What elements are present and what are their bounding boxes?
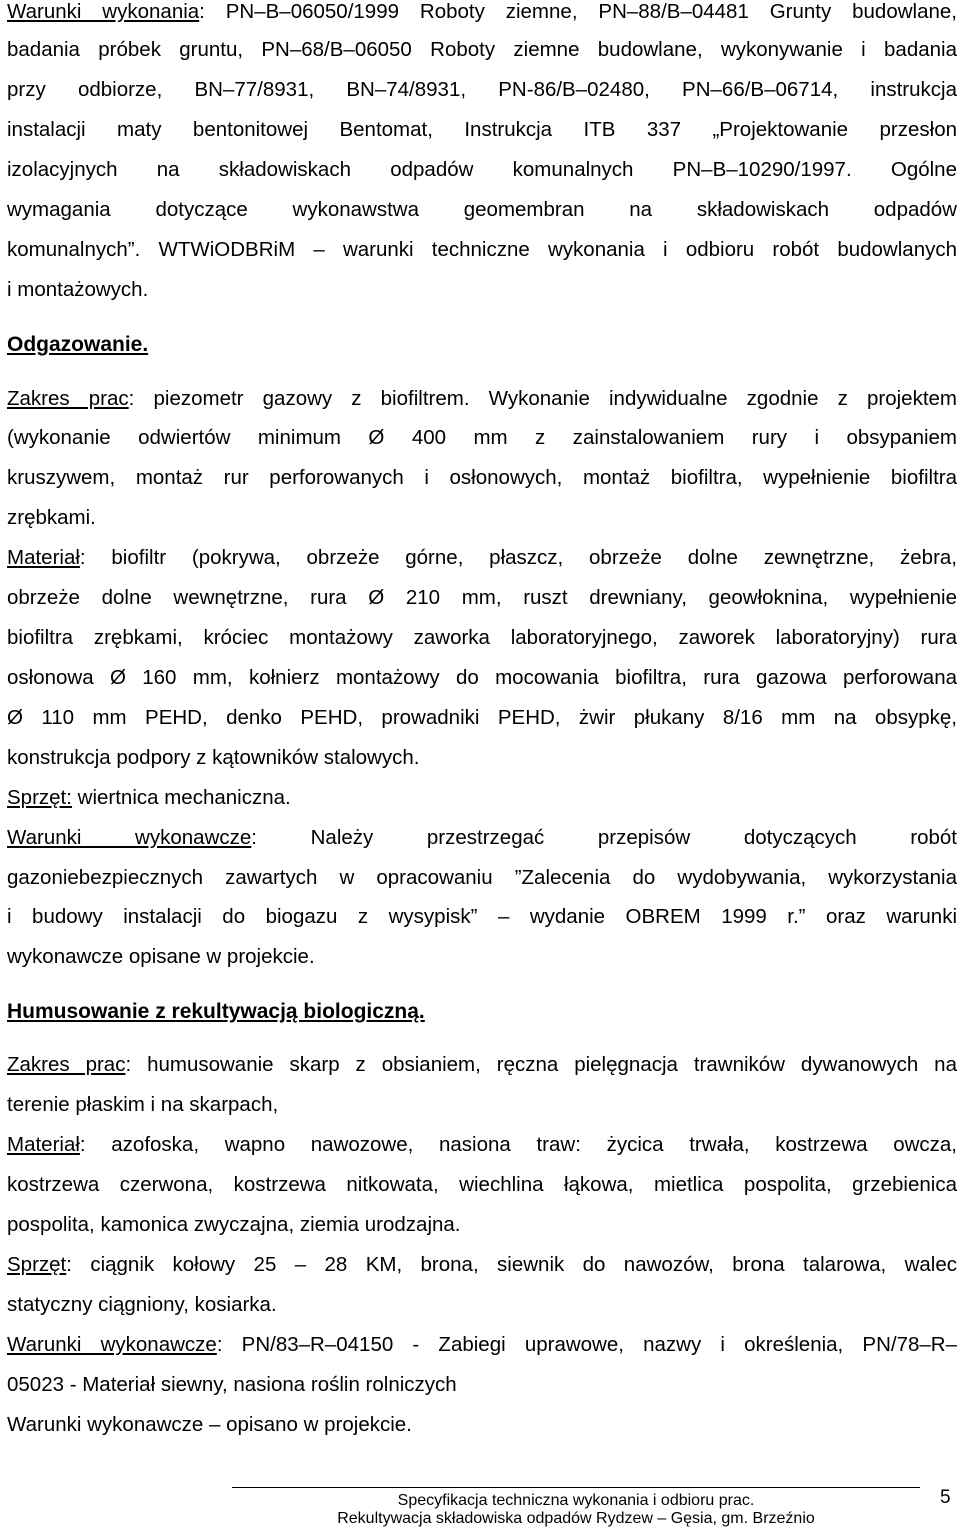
label-material: Materiał (7, 1133, 80, 1156)
label-sprzet: Sprzęt (7, 1253, 67, 1276)
paragraph-line: wykonawcze opisane w projekcie. (7, 945, 315, 968)
paragraph-line: gazoniebezpiecznych zawartych w opracowaniu ”Zalecenia do wydobywania, wykorzystania (7, 866, 957, 889)
footer-subtitle: Rekultywacja składowiska odpadów Rydzew – Gęsia, gm. Brzeźnio (337, 1510, 815, 1527)
paragraph-line: izolacyjnych na składowiskach odpadów komunalnych PN–B–10290/1997. Ogólne (7, 158, 957, 181)
paragraph-line: Ø 110 mm PEHD, denko PEHD, prowadniki PEHD, żwir płukany 8/16 mm na obsypkę, (7, 706, 957, 729)
paragraph-line: Materiał: biofiltr (pokrywa, obrzeże górne, płaszcz, obrzeże dolne zewnętrzne, żebra, (7, 546, 957, 569)
footer-divider (232, 1487, 920, 1488)
paragraph-line: Sprzęt: ciągnik kołowy 25 – 28 KM, brona, siewnik do nawozów, brona talarowa, walec (7, 1253, 957, 1276)
label-zakres-prac: Zakres prac (7, 1053, 126, 1076)
paragraph-line: wymagania dotyczące wykonawstwa geomembran na składowiskach odpadów (7, 198, 957, 221)
section-heading: Odgazowanie. (7, 333, 149, 356)
paragraph-line: Warunki wykonania: PN–B–06050/1999 Roboty ziemne, PN–88/B–04481 Grunty budowlane, (7, 0, 957, 23)
label-warunki-wykonawcze: Warunki wykonawcze (7, 826, 252, 849)
paragraph-line: 05023 - Materiał siewny, nasiona roślin rolniczych (7, 1373, 457, 1396)
paragraph-line: Sprzęt: wiertnica mechaniczna. (7, 786, 291, 809)
paragraph-line: konstrukcja podpory z kątowników stalowych. (7, 746, 420, 769)
paragraph-line: osłonowa Ø 160 mm, kołnierz montażowy do mocowania biofiltra, rura gazowa perforowana (7, 666, 957, 689)
paragraph-line: pospolita, kamonica zwyczajna, ziemia urodzajna. (7, 1213, 461, 1236)
paragraph-line: biofiltra zrębkami, króciec montażowy zaworka laboratoryjnego, zaworek laboratoryjny) rura (7, 626, 957, 649)
label-sprzet: Sprzęt: (7, 786, 72, 809)
section-heading: Humusowanie z rekultywacją biologiczną. (7, 1000, 425, 1023)
paragraph-line: i montażowych. (7, 278, 149, 301)
paragraph-line: kostrzewa czerwona, kostrzewa nitkowata, wiechlina łąkowa, mietlica pospolita, grzebienica (7, 1173, 957, 1196)
label-warunki-wykonania: Warunki wykonania (7, 0, 200, 23)
label-zakres-prac: Zakres prac (7, 387, 129, 410)
paragraph-line: komunalnych”. WTWiODBRiM – warunki techniczne wykonania i odbioru robót budowlanych (7, 238, 957, 261)
paragraph-line: zrębkami. (7, 506, 96, 529)
label-material: Materiał (7, 546, 80, 569)
paragraph-line: Warunki wykonawcze: Należy przestrzegać przepisów dotyczących robót (7, 826, 957, 849)
paragraph-line: Zakres prac: piezometr gazowy z biofiltrem. Wykonanie indywidualne zgodnie z projektem (7, 387, 957, 410)
paragraph-line: badania próbek gruntu, PN–68/B–06050 Roboty ziemne budowlane, wykonywanie i badania (7, 38, 957, 61)
paragraph-line: Warunki wykonawcze – opisano w projekcie. (7, 1413, 412, 1436)
paragraph-line: (wykonanie odwiertów minimum Ø 400 mm z zainstalowaniem rury i obsypaniem (7, 426, 957, 449)
paragraph-line: Zakres prac: humusowanie skarp z obsianiem, ręczna pielęgnacja trawników dywanowych na (7, 1053, 957, 1076)
footer-title: Specyfikacja techniczna wykonania i odbioru prac. (397, 1492, 755, 1509)
paragraph-line: obrzeże dolne wewnętrzne, rura Ø 210 mm, ruszt drewniany, geowłoknina, wypełnienie (7, 586, 957, 609)
paragraph-line: przy odbiorze, BN–77/8931, BN–74/8931, PN-86/B–02480, PN–66/B–06714, instrukcja (7, 78, 957, 101)
paragraph-line: i budowy instalacji do biogazu z wysypisk” – wydanie OBREM 1999 r.” oraz warunki (7, 905, 957, 928)
paragraph-line: statyczny ciągniony, kosiarka. (7, 1293, 277, 1316)
paragraph-line: terenie płaskim i na skarpach, (7, 1093, 279, 1116)
paragraph-line: Warunki wykonawcze: PN/83–R–04150 - Zabiegi uprawowe, nazwy i określenia, PN/78–R– (7, 1333, 957, 1356)
page-number: 5 (940, 1487, 951, 1508)
paragraph-line: instalacji maty bentonitowej Bentomat, Instrukcja ITB 337 „Projektowanie przesłon (7, 118, 957, 141)
paragraph-line: kruszywem, montaż rur perforowanych i osłonowych, montaż biofiltra, wypełnienie biofiltra (7, 466, 957, 489)
label-warunki-wykonawcze: Warunki wykonawcze (7, 1333, 217, 1356)
paragraph-line: Materiał: azofoska, wapno nawozowe, nasiona traw: życica trwała, kostrzewa owcza, (7, 1133, 957, 1156)
